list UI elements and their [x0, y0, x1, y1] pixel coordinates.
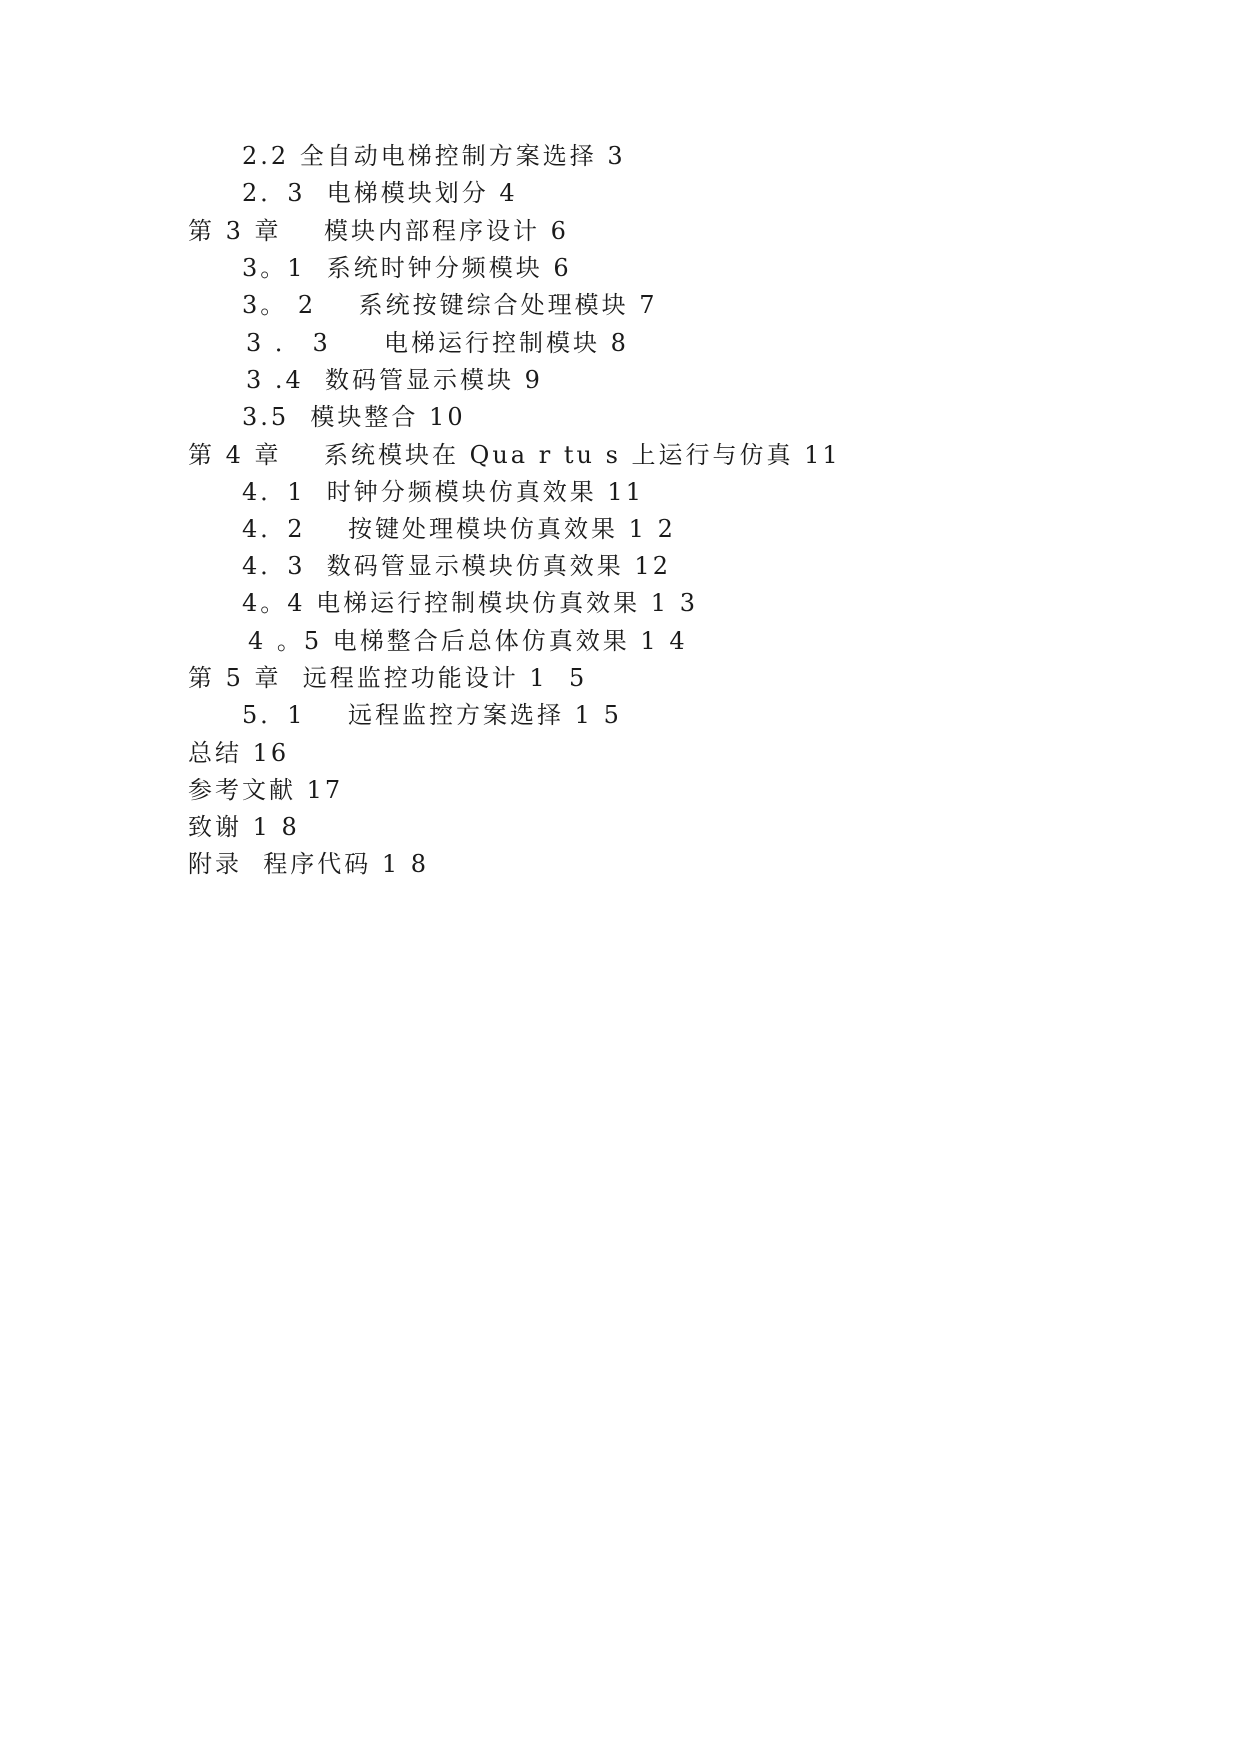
toc-entry-4-4: 4。4 电梯运行控制模块仿真效果 1 3 [242, 589, 698, 617]
toc-entry-chapter-4: 第 4 章 系统模块在 Qua r tu s 上运行与仿真 11 [188, 441, 841, 469]
toc-entry-4-5: 4 。5 电梯整合后总体仿真效果 1 4 [248, 627, 688, 655]
toc-entry-4-2: 4．2 按键处理模块仿真效果 1 2 [242, 515, 676, 543]
toc-entry-4-1: 4．1 时钟分频模块仿真效果 11 [242, 478, 644, 506]
toc-entry-3-2: 3。 2 系统按键综合处理模块 7 [242, 291, 658, 319]
toc-entry-chapter-3: 第 3 章 模块内部程序设计 6 [188, 217, 569, 245]
toc-entry-references: 参考文献 17 [188, 776, 344, 804]
toc-entry-3-4: 3 .4 数码管显示模块 9 [246, 366, 543, 394]
toc-entry-5-1: 5．1 远程监控方案选择 1 5 [242, 701, 622, 729]
toc-entry-3-5: 3.5 模块整合 10 [242, 403, 466, 431]
toc-entry-3-1: 3。1 系统时钟分频模块 6 [242, 254, 572, 282]
toc-entry-summary: 总结 16 [188, 739, 290, 767]
toc-entry-3-3: 3 ． 3 电梯运行控制模块 8 [246, 329, 629, 357]
toc-entry-2-3: 2．3 电梯模块划分 4 [242, 179, 518, 207]
toc-entry-appendix: 附录 程序代码 1 8 [188, 850, 430, 878]
toc-entry-chapter-5: 第 5 章 远程监控功能设计 1 5 [188, 664, 588, 692]
toc-entry-acknowledgements: 致谢 1 8 [188, 813, 300, 841]
toc-entry-4-3: 4．3 数码管显示模块仿真效果 12 [242, 552, 671, 580]
toc-entry-2-2: 2.2 全自动电梯控制方案选择 3 [242, 142, 626, 170]
